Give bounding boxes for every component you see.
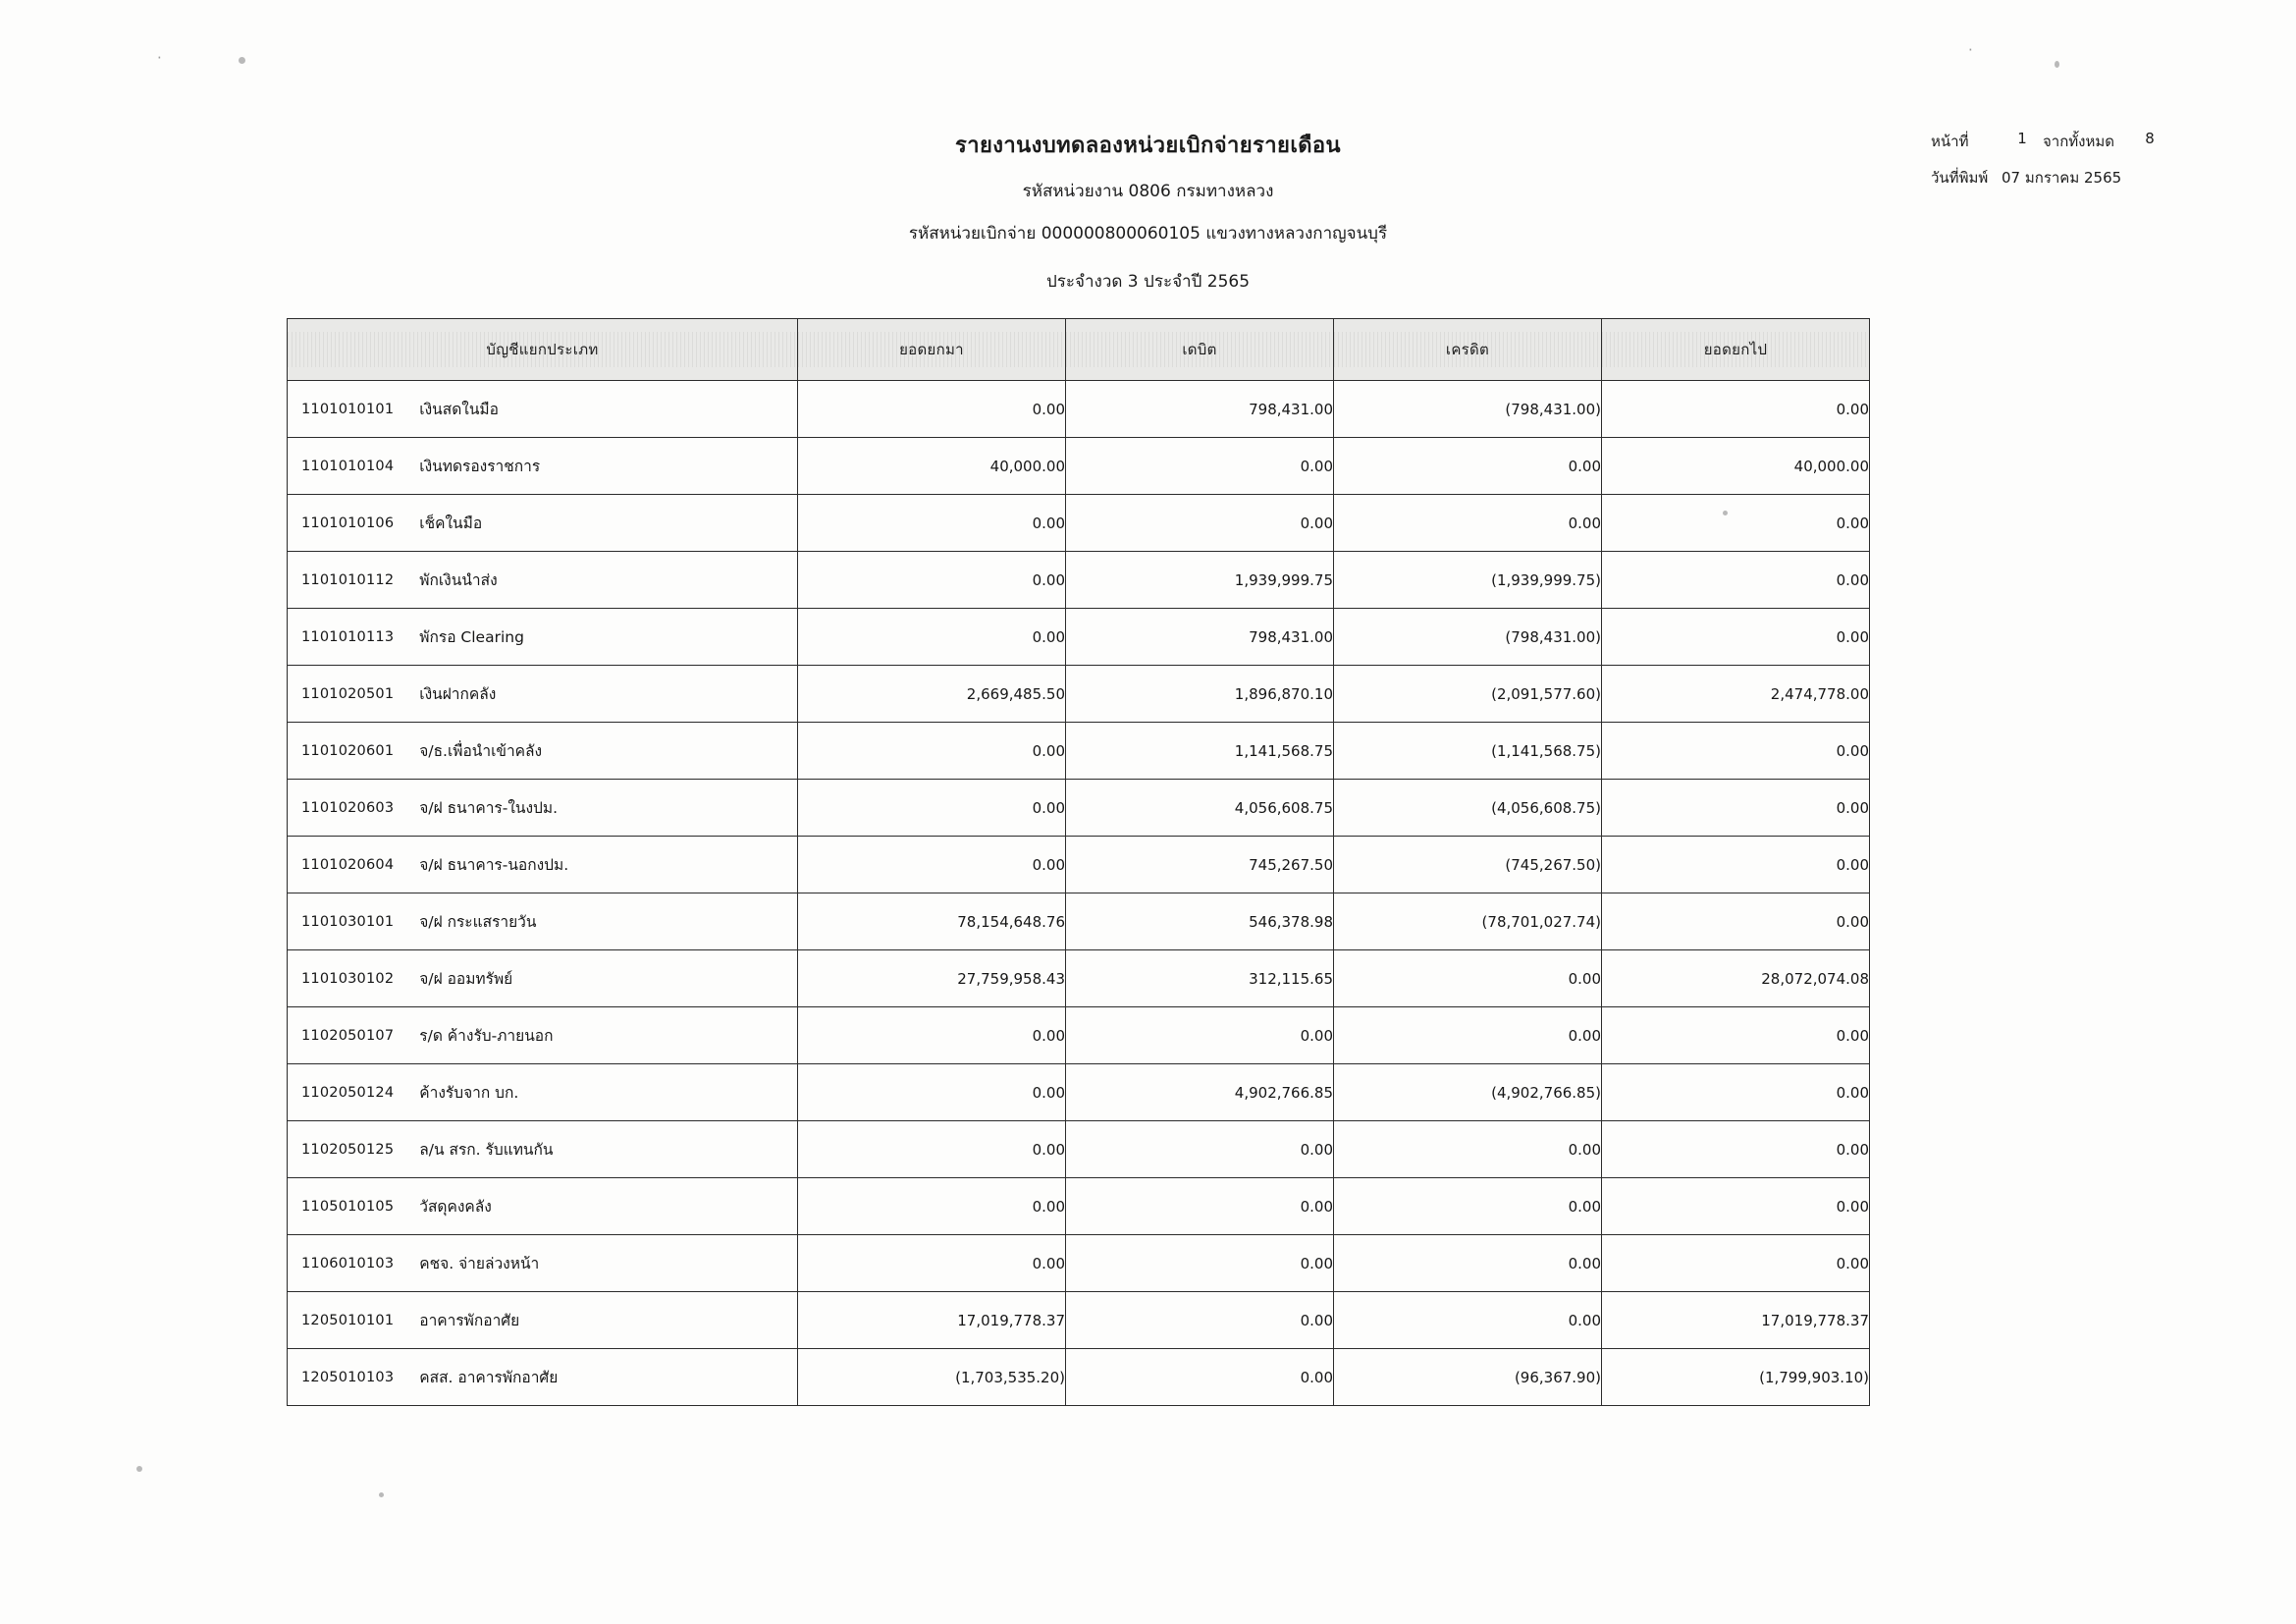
account-cell-inner xyxy=(288,454,797,478)
total-pages-value: 8 xyxy=(2145,130,2155,147)
speck xyxy=(379,1492,384,1497)
table-row xyxy=(288,381,1870,438)
account-cell-inner xyxy=(288,852,797,877)
cell-account xyxy=(288,381,798,438)
cell-opening-balance: 0.00 xyxy=(798,723,1066,780)
account-cell-inner xyxy=(288,1080,797,1105)
cell-credit: (96,367.90) xyxy=(1334,1349,1602,1406)
table-row xyxy=(288,438,1870,495)
account-code: 1102050124 xyxy=(301,1084,395,1101)
cell-debit: 0.00 xyxy=(1066,1178,1334,1235)
column-header-credit: เครดิต xyxy=(1334,319,1602,381)
speck xyxy=(2055,61,2059,68)
cell-account xyxy=(288,950,798,1007)
table-body xyxy=(288,381,1870,1406)
table-row xyxy=(288,666,1870,723)
cell-debit: 4,056,608.75 xyxy=(1066,780,1334,837)
cell-debit: 0.00 xyxy=(1066,1349,1334,1406)
cell-opening-balance: 0.00 xyxy=(798,1064,1066,1121)
cell-credit: (4,902,766.85) xyxy=(1334,1064,1602,1121)
account-code: 1101020604 xyxy=(301,856,395,873)
cell-debit: 4,902,766.85 xyxy=(1066,1064,1334,1121)
cell-account xyxy=(288,780,798,837)
cell-debit: 0.00 xyxy=(1066,1007,1334,1064)
cell-debit: 0.00 xyxy=(1066,1235,1334,1292)
account-cell-inner xyxy=(288,795,797,820)
cell-closing-balance: 0.00 xyxy=(1602,609,1870,666)
column-header-opening: ยอดยกมา xyxy=(798,319,1066,381)
cell-credit: 0.00 xyxy=(1334,495,1602,552)
account-name: ล/น สรก. รับแทนกัน xyxy=(419,1141,554,1159)
cell-credit: (1,141,568.75) xyxy=(1334,723,1602,780)
corner-mark-top-right: · xyxy=(1968,41,1973,59)
account-name: คสส. อาคารพักอาศัย xyxy=(419,1369,559,1386)
account-name: จ/ธ.เพื่อนำเข้าคลัง xyxy=(419,742,543,760)
account-name: จ/ฝ กระแสรายวัน xyxy=(419,913,537,931)
account-cell-inner xyxy=(288,966,797,991)
cell-opening-balance: 0.00 xyxy=(798,495,1066,552)
cell-account xyxy=(288,666,798,723)
cell-closing-balance: 0.00 xyxy=(1602,1235,1870,1292)
cell-account xyxy=(288,552,798,609)
cell-account xyxy=(288,1349,798,1406)
account-code: 1101010113 xyxy=(301,628,395,645)
account-code: 1102050107 xyxy=(301,1027,395,1044)
account-cell-inner xyxy=(288,1023,797,1048)
cell-credit: (745,267.50) xyxy=(1334,837,1602,893)
cell-opening-balance: 0.00 xyxy=(798,1178,1066,1235)
table-row xyxy=(288,609,1870,666)
page-number-row xyxy=(1931,130,2170,153)
disbursement-unit-line: รหัสหน่วยเบิกจ่าย 000000800060105 แขวงทางหลวงกาญจนบุรี xyxy=(908,224,1388,244)
cell-closing-balance: 0.00 xyxy=(1602,1064,1870,1121)
account-cell-inner xyxy=(288,1365,797,1389)
cell-opening-balance: 0.00 xyxy=(798,1235,1066,1292)
cell-credit: 0.00 xyxy=(1334,1121,1602,1178)
cell-closing-balance: 0.00 xyxy=(1602,780,1870,837)
account-cell-inner xyxy=(288,1137,797,1162)
table-head xyxy=(288,319,1870,381)
table-row xyxy=(288,950,1870,1007)
account-name: จ/ฝ ธนาคาร-ในงปม. xyxy=(419,799,559,817)
cell-closing-balance: 0.00 xyxy=(1602,1178,1870,1235)
cell-debit: 546,378.98 xyxy=(1066,893,1334,950)
cell-credit: (78,701,027.74) xyxy=(1334,893,1602,950)
table-row xyxy=(288,1292,1870,1349)
account-code: 1102050125 xyxy=(301,1141,395,1158)
page-value: 1 xyxy=(2017,130,2027,147)
cell-account xyxy=(288,1235,798,1292)
account-cell-inner xyxy=(288,624,797,649)
cell-account xyxy=(288,1064,798,1121)
cell-opening-balance: 78,154,648.76 xyxy=(798,893,1066,950)
cell-credit: 0.00 xyxy=(1334,1235,1602,1292)
cell-closing-balance: 0.00 xyxy=(1602,837,1870,893)
document-meta xyxy=(1931,130,2170,202)
cell-account xyxy=(288,1121,798,1178)
cell-closing-balance: (1,799,903.10) xyxy=(1602,1349,1870,1406)
cell-account xyxy=(288,438,798,495)
print-date-label: วันที่พิมพ์ xyxy=(1931,169,1989,187)
cell-closing-balance: 0.00 xyxy=(1602,1121,1870,1178)
total-pages-label: จากทั้งหมด xyxy=(2043,133,2115,150)
cell-credit: 0.00 xyxy=(1334,438,1602,495)
account-code: 1101010106 xyxy=(301,514,395,531)
cell-opening-balance: 0.00 xyxy=(798,381,1066,438)
print-date-value: 07 มกราคม 2565 xyxy=(2002,169,2122,187)
cell-credit: (798,431.00) xyxy=(1334,609,1602,666)
cell-closing-balance: 0.00 xyxy=(1602,381,1870,438)
account-code: 1101020603 xyxy=(301,799,395,816)
cell-closing-balance: 0.00 xyxy=(1602,723,1870,780)
cell-closing-balance: 2,474,778.00 xyxy=(1602,666,1870,723)
account-name: จ/ฝ ออมทรัพย์ xyxy=(419,970,513,988)
column-header-closing: ยอดยกไป xyxy=(1602,319,1870,381)
account-cell-inner xyxy=(288,1251,797,1275)
cell-credit: 0.00 xyxy=(1334,950,1602,1007)
cell-closing-balance: 0.00 xyxy=(1602,893,1870,950)
account-cell-inner xyxy=(288,568,797,592)
account-name: จ/ฝ ธนาคาร-นอกงปม. xyxy=(419,856,569,874)
page-label: หน้าที่ xyxy=(1931,133,1969,150)
cell-account xyxy=(288,495,798,552)
cell-credit: (1,939,999.75) xyxy=(1334,552,1602,609)
period-line: ประจำงวด 3 ประจำปี 2565 xyxy=(1045,272,1251,292)
account-code: 1101020601 xyxy=(301,742,395,759)
account-name: เช็คในมือ xyxy=(419,514,483,532)
cell-opening-balance: 0.00 xyxy=(798,837,1066,893)
table-row xyxy=(288,837,1870,893)
cell-debit: 1,939,999.75 xyxy=(1066,552,1334,609)
cell-debit: 1,141,568.75 xyxy=(1066,723,1334,780)
cell-closing-balance: 0.00 xyxy=(1602,1007,1870,1064)
cell-account xyxy=(288,1007,798,1064)
account-name: เงินสดในมือ xyxy=(419,401,499,418)
cell-opening-balance: (1,703,535.20) xyxy=(798,1349,1066,1406)
speck xyxy=(239,57,245,64)
account-cell-inner xyxy=(288,511,797,535)
corner-mark-top-left: · xyxy=(157,49,162,67)
cell-credit: 0.00 xyxy=(1334,1292,1602,1349)
column-header-debit: เดบิต xyxy=(1066,319,1334,381)
table-row xyxy=(288,495,1870,552)
account-cell-inner xyxy=(288,909,797,934)
account-cell-inner xyxy=(288,1308,797,1332)
cell-debit: 745,267.50 xyxy=(1066,837,1334,893)
account-cell-inner xyxy=(288,397,797,421)
table-row xyxy=(288,893,1870,950)
table-row xyxy=(288,1007,1870,1064)
table-row xyxy=(288,1349,1870,1406)
account-code: 1106010103 xyxy=(301,1255,395,1272)
trial-balance-table xyxy=(287,318,1870,1406)
account-cell-inner xyxy=(288,681,797,706)
column-header-account: บัญชีแยกประเภท xyxy=(288,319,798,381)
table-row xyxy=(288,1178,1870,1235)
account-name: อาคารพักอาศัย xyxy=(419,1312,520,1329)
cell-account xyxy=(288,893,798,950)
speck xyxy=(136,1466,142,1472)
account-name: ร/ด ค้างรับ-ภายนอก xyxy=(419,1027,554,1045)
cell-credit: 0.00 xyxy=(1334,1178,1602,1235)
cell-debit: 1,896,870.10 xyxy=(1066,666,1334,723)
cell-debit: 798,431.00 xyxy=(1066,381,1334,438)
table-row xyxy=(288,723,1870,780)
account-code: 1101030101 xyxy=(301,913,395,930)
account-name: คชจ. จ่ายล่วงหน้า xyxy=(419,1255,540,1272)
account-code: 1101020501 xyxy=(301,685,395,702)
account-code: 1105010105 xyxy=(301,1198,395,1215)
print-date-row xyxy=(1931,166,2170,189)
account-name: พักรอ Clearing xyxy=(419,628,524,646)
cell-account xyxy=(288,1178,798,1235)
cell-account xyxy=(288,837,798,893)
cell-debit: 312,115.65 xyxy=(1066,950,1334,1007)
cell-opening-balance: 40,000.00 xyxy=(798,438,1066,495)
cell-credit: 0.00 xyxy=(1334,1007,1602,1064)
table-header-row xyxy=(288,319,1870,381)
cell-debit: 798,431.00 xyxy=(1066,609,1334,666)
cell-opening-balance: 0.00 xyxy=(798,552,1066,609)
table-row xyxy=(288,1235,1870,1292)
cell-debit: 0.00 xyxy=(1066,1121,1334,1178)
cell-account xyxy=(288,1292,798,1349)
cell-opening-balance: 0.00 xyxy=(798,780,1066,837)
cell-closing-balance: 40,000.00 xyxy=(1602,438,1870,495)
account-name: พักเงินนำส่ง xyxy=(419,571,498,589)
account-cell-inner xyxy=(288,738,797,763)
account-code: 1205010101 xyxy=(301,1312,395,1328)
account-code: 1101010101 xyxy=(301,401,395,417)
cell-closing-balance: 0.00 xyxy=(1602,495,1870,552)
account-code: 1101010112 xyxy=(301,571,395,588)
cell-opening-balance: 0.00 xyxy=(798,1007,1066,1064)
cell-credit: (798,431.00) xyxy=(1334,381,1602,438)
account-name: เงินทดรองราชการ xyxy=(419,458,541,475)
cell-credit: (2,091,577.60) xyxy=(1334,666,1602,723)
table-row xyxy=(288,780,1870,837)
table-row xyxy=(288,1121,1870,1178)
cell-opening-balance: 27,759,958.43 xyxy=(798,950,1066,1007)
cell-opening-balance: 2,669,485.50 xyxy=(798,666,1066,723)
org-code-line: รหัสหน่วยงาน 0806 กรมทางหลวง xyxy=(1022,182,1274,201)
cell-debit: 0.00 xyxy=(1066,438,1334,495)
account-name: วัสดุคงคลัง xyxy=(419,1198,492,1216)
cell-opening-balance: 0.00 xyxy=(798,1121,1066,1178)
table-row xyxy=(288,552,1870,609)
page-title: รายงานงบทดลองหน่วยเบิกจ่ายรายเดือน xyxy=(955,134,1341,158)
account-code: 1205010103 xyxy=(301,1369,395,1385)
account-name: ค้างรับจาก บก. xyxy=(419,1084,519,1102)
account-cell-inner xyxy=(288,1194,797,1218)
cell-opening-balance: 17,019,778.37 xyxy=(798,1292,1066,1349)
cell-credit: (4,056,608.75) xyxy=(1334,780,1602,837)
trial-balance-table-wrap xyxy=(287,318,1869,1406)
cell-opening-balance: 0.00 xyxy=(798,609,1066,666)
cell-account xyxy=(288,609,798,666)
cell-debit: 0.00 xyxy=(1066,1292,1334,1349)
table-row xyxy=(288,1064,1870,1121)
cell-account xyxy=(288,723,798,780)
account-code: 1101010104 xyxy=(301,458,395,474)
cell-closing-balance: 0.00 xyxy=(1602,552,1870,609)
cell-debit: 0.00 xyxy=(1066,495,1334,552)
account-code: 1101030102 xyxy=(301,970,395,987)
cell-closing-balance: 17,019,778.37 xyxy=(1602,1292,1870,1349)
account-name: เงินฝากคลัง xyxy=(419,685,497,703)
cell-closing-balance: 28,072,074.08 xyxy=(1602,950,1870,1007)
